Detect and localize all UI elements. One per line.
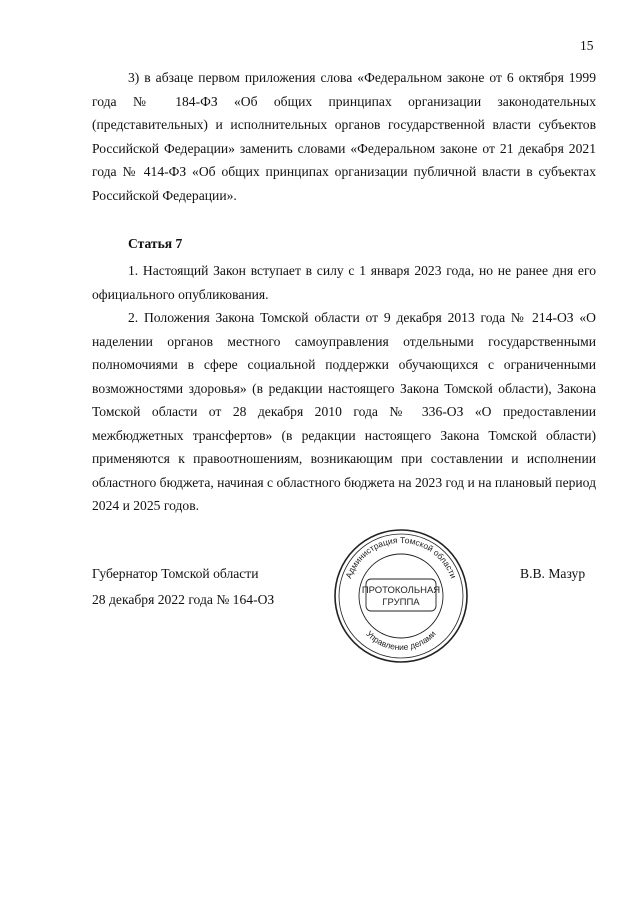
svg-text:Администрация Томской области [343, 535, 459, 580]
official-stamp [332, 527, 470, 665]
item-3-paragraph: 3) в абзаце первом приложения слова «Федеральном законе от 6 октября 1999 года № 184-ФЗ «Об общих принципах организации законодательных (представительных) и исполнительных органов государственной власти субъектов Российской Федерации» заменить словами «Федеральном законе от 21 декабря 2021 года № 414-ФЗ «Об общих принципах организации публичной власти в субъектах Российской Федерации». [92, 70, 596, 203]
stamp-center-line-1: ПРОТОКОЛЬНАЯ [361, 585, 441, 596]
stamp-ring-text: Администрация Томской области [343, 534, 459, 580]
page-number: 15 [580, 38, 594, 53]
article-7-heading: Статья 7 [128, 236, 183, 251]
governor-name: В.В. Мазур [520, 566, 586, 581]
stamp-bottom-text: Управление делами [364, 628, 438, 653]
governor-title: Губернатор Томской области [92, 566, 259, 581]
law-date-number: 28 декабря 2022 года № 164-ОЗ [92, 592, 275, 607]
clause-1-paragraph: 1. Настоящий Закон вступает в силу с 1 января 2023 года, но не ранее дня его официального опубликования. [92, 263, 596, 302]
clause-2-paragraph: 2. Положения Закона Томской области от 9 декабря 2013 года № 214-ОЗ «О наделении органов местного самоуправления отдельными государственными полномочиями в сфере социальной поддержки обучающихся с ограниченными возможностями здоровья» (в редакции настоящего Закона Томской области), Закона Томской области от 28 декабря 2010 года № 336-ОЗ «О предоставлении межбюджетных трансфертов» (в редакции настоящего Закона Томской области) применяются к правоотношениям, возникающим при составлении и исполнении областного бюджета, начиная с областного бюджета на 2023 год и на плановый период 2024 и 2025 годов. [92, 310, 596, 513]
stamp-center-line-2: ГРУППА [382, 597, 420, 608]
svg-text:Управление делами [364, 628, 438, 652]
